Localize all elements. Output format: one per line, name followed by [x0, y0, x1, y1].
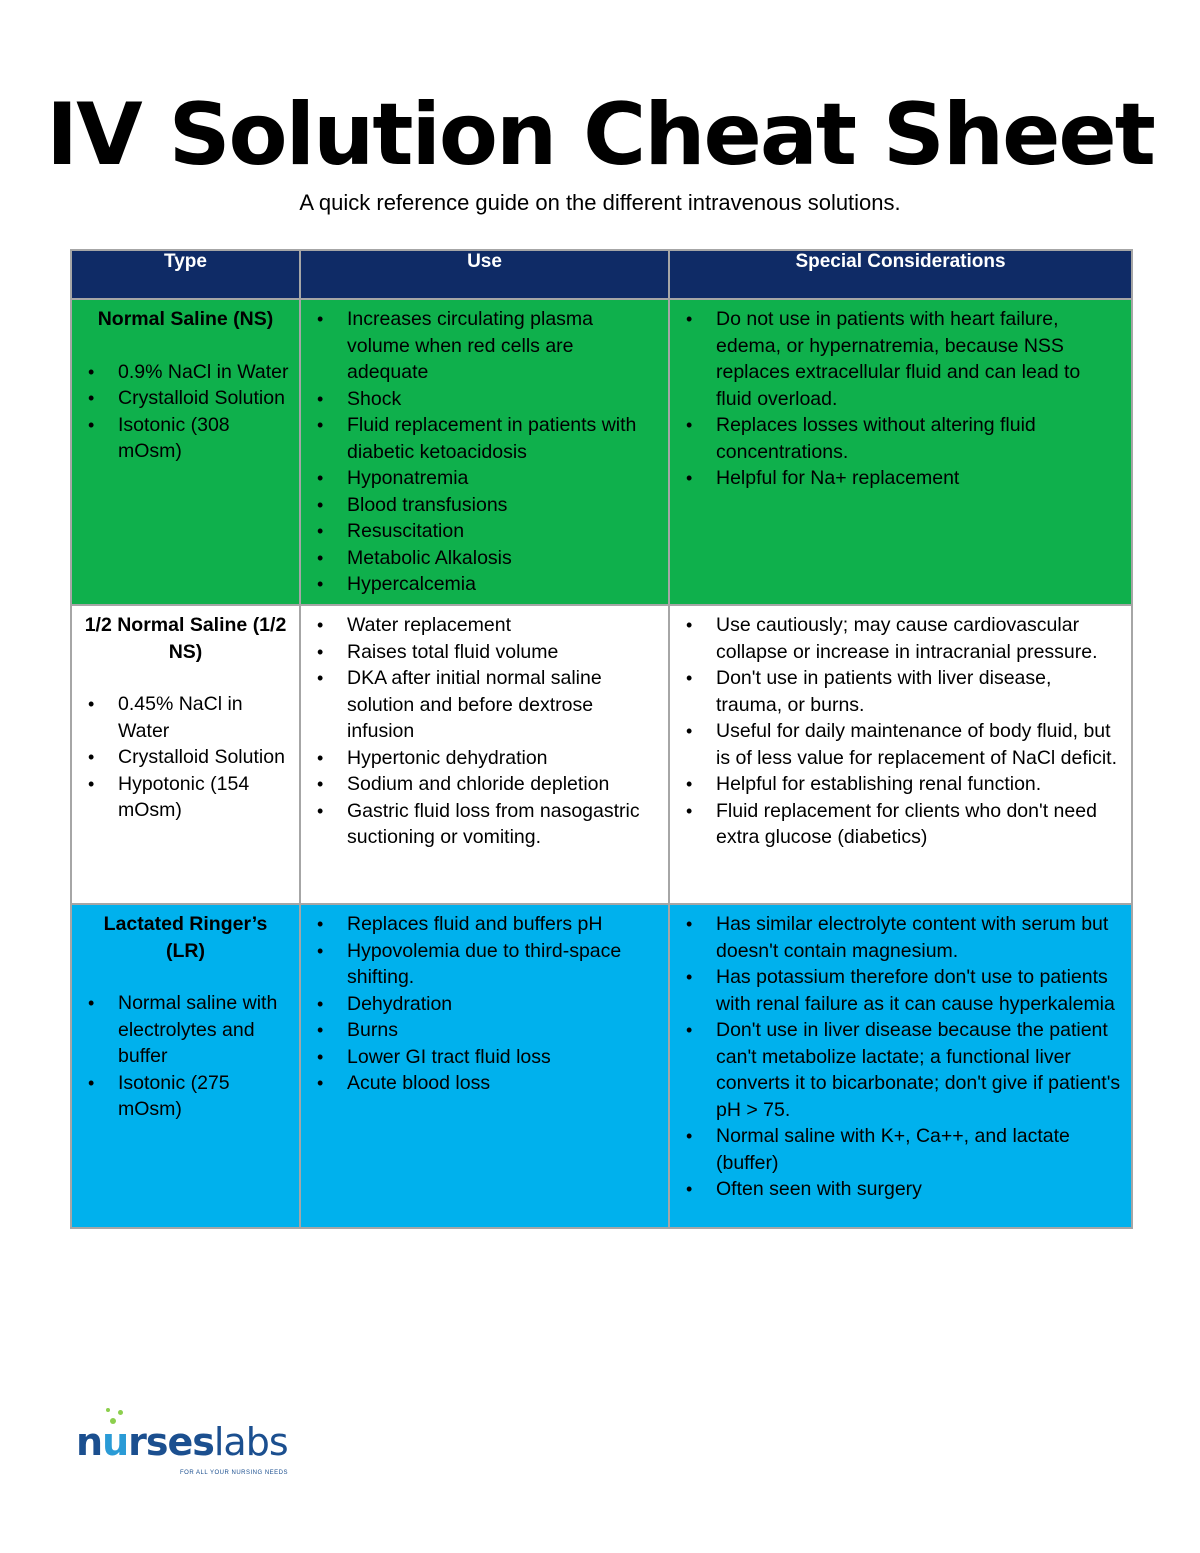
list-item: • Shock	[347, 386, 658, 413]
list-item: • Crystalloid Solution	[118, 385, 289, 412]
list-item: • Metabolic Alkalosis	[347, 545, 658, 572]
considerations-cell	[669, 605, 1132, 904]
list-item: • Fluid replacement for clients who don't need extra glucose (diabetics)	[716, 798, 1121, 851]
list-item: • Raises total fluid volume	[347, 639, 658, 666]
list-item: • 0.9% NaCl in Water	[118, 359, 289, 386]
table-row-half-normal-saline	[71, 605, 1132, 904]
bubble-icon	[106, 1408, 110, 1412]
list-item: • Helpful for establishing renal function.	[716, 771, 1121, 798]
considerations-cell	[669, 299, 1132, 605]
use-list	[311, 306, 658, 598]
list-item: • Dehydration	[347, 991, 658, 1018]
list-item: • Acute blood loss	[347, 1070, 658, 1097]
type-list	[82, 990, 289, 1123]
considerations-list	[680, 306, 1121, 492]
iv-solution-table	[70, 249, 1133, 1229]
list-item: • Hypotonic (154 mOsm)	[118, 771, 289, 824]
use-list	[311, 612, 658, 851]
page-subtitle: A quick reference guide on the different intravenous solutions.	[299, 190, 901, 215]
list-item: • Don't use in patients with liver disease, trauma, or burns.	[716, 665, 1121, 718]
list-item: • Isotonic (275 mOsm)	[118, 1070, 289, 1123]
solution-name: 1/2 Normal Saline (1/2 NS)	[84, 614, 287, 663]
considerations-list	[680, 911, 1121, 1203]
header-type: Type	[71, 250, 300, 299]
solution-name: Lactated Ringer’s (LR)	[103, 913, 268, 962]
list-item: • Hypercalcemia	[347, 571, 658, 598]
table-header-row	[71, 250, 1132, 299]
list-item: • Blood transfusions	[347, 492, 658, 519]
list-item: • Replaces losses without altering fluid concentrations.	[716, 412, 1121, 465]
page-title: IV Solution Cheat Sheet	[46, 85, 1154, 185]
list-item: • Don't use in liver disease because the patient can't metabolize lactate; a functional liver converts it to bicarbonate; don't give if patient's pH > 75.	[716, 1017, 1121, 1123]
table-row-normal-saline	[71, 299, 1132, 605]
list-item: • Do not use in patients with heart failure, edema, or hypernatremia, because NSS replaces extracellular fluid and can lead to fluid overload.	[716, 306, 1121, 412]
use-cell	[300, 605, 669, 904]
header-special-considerations: Special Considerations	[669, 250, 1132, 299]
considerations-cell	[669, 904, 1132, 1228]
list-item: • Lower GI tract fluid loss	[347, 1044, 658, 1071]
list-item: • Helpful for Na+ replacement	[716, 465, 1121, 492]
use-list	[311, 911, 658, 1097]
table-row-lactated-ringers	[71, 904, 1132, 1228]
list-item: • Normal saline with electrolytes and buffer	[118, 990, 289, 1070]
list-item: • Sodium and chloride depletion	[347, 771, 658, 798]
solution-name: Normal Saline (NS)	[97, 308, 274, 330]
use-cell	[300, 299, 669, 605]
list-item: • Water replacement	[347, 612, 658, 639]
considerations-list	[680, 612, 1121, 851]
list-item: • Has similar electrolyte content with serum but doesn't contain magnesium.	[716, 911, 1121, 964]
list-item: • Replaces fluid and buffers pH	[347, 911, 658, 938]
list-item: • Hyponatremia	[347, 465, 658, 492]
list-item: • Use cautiously; may cause cardiovascular collapse or increase in intracranial pressure.	[716, 612, 1121, 665]
list-item: • Resuscitation	[347, 518, 658, 545]
header-use: Use	[300, 250, 669, 299]
list-item: • Isotonic (308 mOsm)	[118, 412, 289, 465]
type-cell	[71, 299, 300, 605]
list-item: • Gastric fluid loss from nasogastric suctioning or vomiting.	[347, 798, 658, 851]
list-item: • Hypertonic dehydration	[347, 745, 658, 772]
logo-tagline: FOR ALL YOUR NURSING NEEDS	[180, 1470, 289, 1476]
list-item: • Increases circulating plasma volume when red cells are adequate	[347, 306, 658, 386]
list-item: • Crystalloid Solution	[118, 744, 289, 771]
type-cell	[71, 605, 300, 904]
list-item: • Normal saline with K+, Ca++, and lactate (buffer)	[716, 1123, 1121, 1176]
list-item: • Has potassium therefore don't use to patients with renal failure as it can cause hyperkalemia	[716, 964, 1121, 1017]
list-item: • Fluid replacement in patients with diabetic ketoacidosis	[347, 412, 658, 465]
list-item: • DKA after initial normal saline solution and before dextrose infusion	[347, 665, 658, 745]
list-item: • Often seen with surgery	[716, 1176, 1121, 1203]
type-list	[82, 691, 289, 824]
nurseslabs-logo	[76, 1420, 289, 1490]
list-item: • 0.45% NaCl in Water	[118, 691, 289, 744]
list-item: • Burns	[347, 1017, 658, 1044]
list-item: • Hypovolemia due to third-space shifting.	[347, 938, 658, 991]
logo-wordmark: nurseslabs	[76, 1420, 288, 1464]
type-cell	[71, 904, 300, 1228]
bubble-icon	[118, 1410, 123, 1415]
list-item: • Useful for daily maintenance of body fluid, but is of less value for replacement of NaCl deficit.	[716, 718, 1121, 771]
type-list	[82, 359, 289, 465]
use-cell	[300, 904, 669, 1228]
